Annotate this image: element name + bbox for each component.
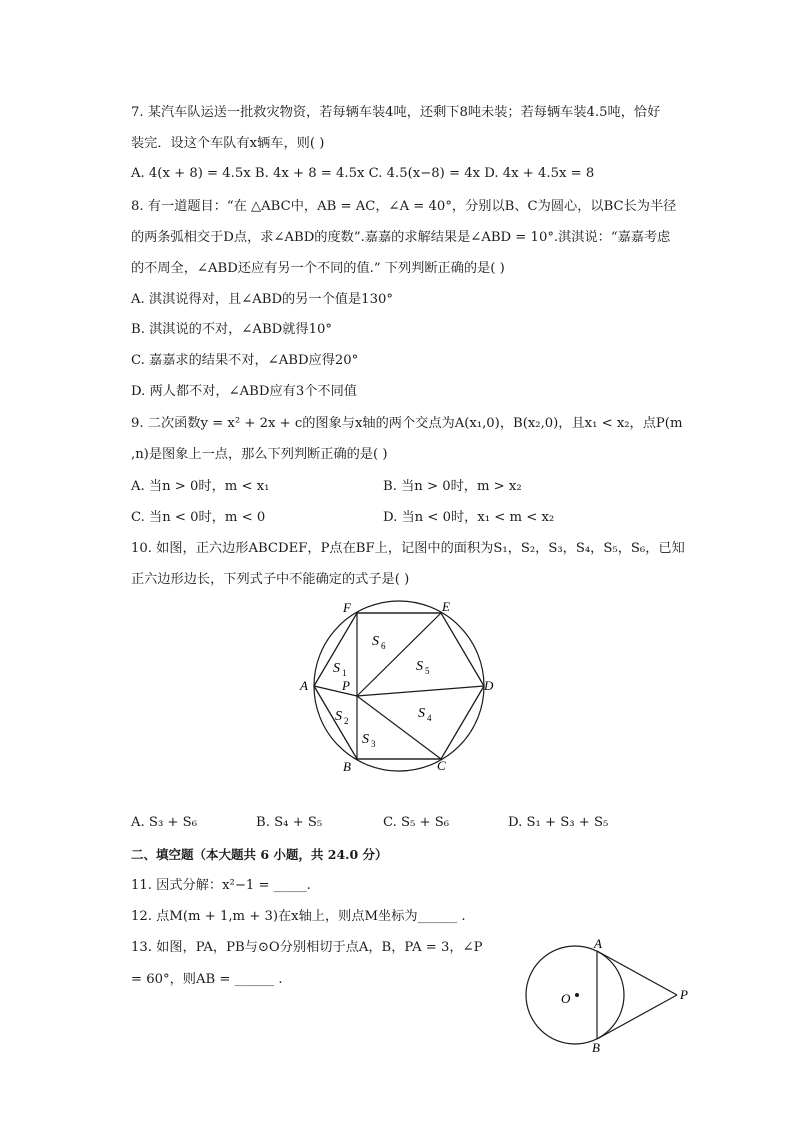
- area-label-s4: [418, 706, 432, 723]
- q8-line-2: 的两条弧相交于D点，求∠ABD的度数”.嘉嘉的求解结果是∠ABD = 10°.淇淇说：“嘉嘉考虑: [131, 230, 671, 245]
- area-label-s2: [335, 709, 349, 726]
- q7-line-1: 7. 某汽车队运送一批救灾物资，若每辆车装4吨，还剩下8吨未装；若每辆车装4.5吨，恰好: [131, 105, 661, 120]
- q10-option-c: C. S₅ + S₆: [383, 815, 450, 830]
- q13-line-1: 13. 如图，PA，PB与⊙O分别相切于点A，B，PA = 3，∠P: [131, 940, 483, 955]
- svg-text:S: S: [416, 659, 423, 674]
- area-label-s3: [362, 732, 376, 749]
- q12-text: 12. 点M(m + 1,m + 3)在x轴上，则点M坐标为______ .: [131, 909, 466, 924]
- svg-text:S: S: [372, 634, 379, 649]
- svg-text:S: S: [362, 732, 369, 747]
- q7-options: A. 4(x + 8) = 4.5x B. 4x + 8 = 4.5x C. 4.5(x−8) = 4x D. 4x + 4.5x = 8: [131, 166, 595, 181]
- vertex-label-d: D: [484, 678, 494, 693]
- svg-text:3: 3: [371, 739, 376, 749]
- svg-text:1: 1: [342, 668, 347, 678]
- q10-line-2: 正六边形边长，下列式子中不能确定的式子是( ): [131, 572, 410, 587]
- svg-text:2: 2: [344, 716, 349, 726]
- q8-line-1: 8. 有一道题目：“在 △ABC中，AB = AC，∠A = 40°，分别以B、C为圆心，以BC长为半径: [131, 199, 677, 214]
- vertex-label-b: B: [343, 759, 351, 774]
- q7-line-2: 装完．设这个车队有x辆车，则( ): [131, 136, 325, 151]
- q9-line-1: 9. 二次函数y = x² + 2x + c的图象与x轴的两个交点为A(x₁,0)，B(x₂,0)，且x₁ < x₂，点P(m: [131, 416, 683, 431]
- q8-option-d: D. 两人都不对，∠ABD应有3个不同值: [131, 384, 357, 399]
- q11-text: 11. 因式分解：x²−1 = _____.: [131, 878, 311, 893]
- vertex-label-p: P: [342, 678, 350, 693]
- q10-option-d: D. S₁ + S₃ + S₅: [508, 815, 609, 830]
- q10-option-b: B. S₄ + S₅: [256, 815, 323, 830]
- q9-line-2: ,n)是图象上一点，那么下列判断正确的是( ): [131, 447, 388, 462]
- vertex-label-c: C: [437, 758, 446, 773]
- q8-option-c: C. 嘉嘉求的结果不对，∠ABD应得20°: [131, 353, 359, 368]
- q9-option-a: A. 当n > 0时，m < x₁: [131, 479, 270, 494]
- svg-text:4: 4: [427, 713, 432, 723]
- svg-text:S: S: [418, 706, 425, 721]
- label-b: B: [592, 1040, 600, 1052]
- q8-option-b: B. 淇淇说的不对，∠ABD就得10°: [131, 322, 332, 337]
- q10-option-a: A. S₃ + S₆: [131, 815, 197, 830]
- q8-option-a: A. 淇淇说得对，且∠ABD的另一个值是130°: [131, 292, 393, 307]
- section-2-heading: 二、填空题（本大题共 6 小题，共 24.0 分）: [131, 847, 388, 862]
- label-a: A: [594, 936, 602, 951]
- q10-hexagon-figure: [298, 596, 498, 776]
- q8-line-3: 的不周全，∠ABD还应有另一个不同的值.” 下列判断正确的是( ): [131, 261, 505, 276]
- area-label-s6: [372, 634, 386, 651]
- vertex-label-e: E: [442, 599, 450, 614]
- svg-text:S: S: [335, 709, 342, 724]
- area-label-s1: [333, 661, 347, 678]
- svg-text:6: 6: [381, 641, 386, 651]
- q9-option-c: C. 当n < 0时，m < 0: [131, 510, 266, 525]
- svg-text:S: S: [333, 661, 340, 676]
- label-p: P: [680, 987, 688, 1002]
- q9-option-b: B. 当n > 0时，m > x₂: [383, 479, 522, 494]
- svg-text:5: 5: [425, 666, 430, 676]
- q13-tangent-figure: [518, 932, 698, 1052]
- area-label-s5: [416, 659, 430, 676]
- vertex-label-f: F: [343, 600, 351, 615]
- q10-line-1: 10. 如图，正六边形ABCDEF，P点在BF上，记图中的面积为S₁，S₂，S₃，S₄，S₅，S₆，已知: [131, 541, 685, 556]
- label-o: O: [561, 991, 571, 1006]
- interior-segments: [314, 613, 484, 759]
- q13-line-2: = 60°，则AB = ______ .: [131, 972, 283, 987]
- circumcircle: [314, 601, 484, 771]
- center-dot: [575, 993, 579, 997]
- vertex-label-a: A: [300, 678, 308, 693]
- tangent-lines: [597, 951, 677, 1039]
- hexagon-abcdef: [314, 613, 484, 759]
- q9-option-d: D. 当n < 0时，x₁ < m < x₂: [383, 510, 555, 525]
